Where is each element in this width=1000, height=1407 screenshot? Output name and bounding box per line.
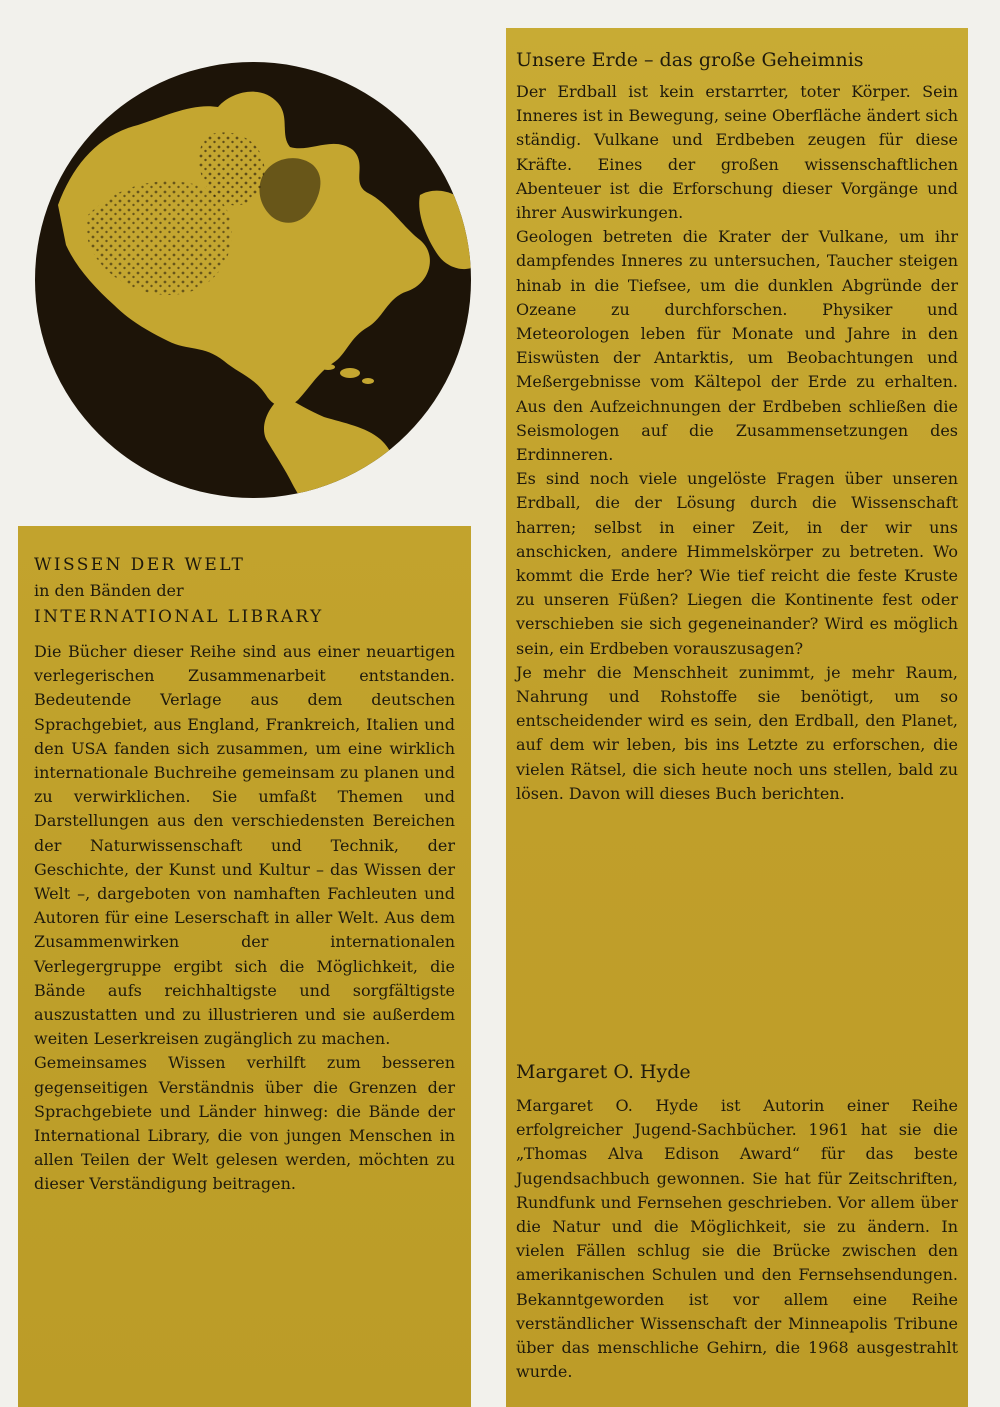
book-paragraph: Es sind noch viele ungelöste Fragen über unseren Erdball, die der Lösung durch die Wissenschaft harren; selbst in einer Zeit, in der wir uns anschicken, andere Himmelskörper zu betreten. Wo kommt die Erde her? Wie tief reicht die feste Kruste zu unseren Füßen? Liegen die Kontinente fest oder verschieben sie sich gegeneinander? Wird es möglich sein, ein Erdbeben vorauszusagen? [516, 469, 958, 658]
series-library-name: INTERNATIONAL LIBRARY [34, 607, 324, 627]
book-title-heading: Unsere Erde – das große Geheimnis [516, 49, 864, 71]
author-bio: Margaret O. Hyde ist Autorin einer Reihe erfolgreicher Jugend-Sachbücher. 1961 hat sie die „Thomas Alva Edison Award“ für das beste Jugendsachbuch gewonnen. Sie hat für Zeitschriften, Rundfunk und Fernsehen geschrieben. Vor allem über die Natur und die Möglichkeit, sie zu ändern. In vielen Fällen schlug sie die Brücke zwischen den amerikanischen Schulen und den Fernsehsendungen. Bekanntgeworden ist vor allem eine Reihe verständlicher Wissenschaft der Minneapolis Tribune über das menschliche Gehirn, die 1968 ausgestrahlt wurde. [516, 1096, 958, 1382]
author-name-heading: Margaret O. Hyde [516, 1061, 691, 1083]
series-description-panel [18, 526, 471, 1407]
book-paragraph: Je mehr die Menschheit zunimmt, je mehr Raum, Nahrung und Rohstoffe sie benötigt, um so entscheidender wird es sein, den Erdball, den Planet, auf dem wir leben, bis ins Letzte zu erforschen, die vielen Rätsel, die sich heute noch uns stellen, bald zu lösen. Davon will dieses Buch berichten. [516, 662, 958, 803]
globe-illustration [28, 55, 478, 505]
book-paragraph: Der Erdball ist kein erstarrter, toter Körper. Sein Inneres ist in Bewegung, seine Oberfläche ändert sich ständig. Vulkane und Erdbeben zeugen für diese Kräfte. Eines der großen wissenschaftlichen Abenteuer ist die Erforschung dieser Vorgänge und ihrer Auswirkungen. [516, 82, 958, 223]
series-paragraph: Gemeinsames Wissen verhilft zum besseren gegenseitigen Verständnis über die Grenzen der Sprachgebiete und Länder hinweg: die Bände der International Library, die von jungen Menschen in allen Teilen der Welt gelesen werden, möchten zu dieser Verständigung beitragen. [34, 1053, 455, 1194]
book-description-panel [506, 28, 968, 1407]
author-section [516, 1060, 958, 1384]
series-description [34, 640, 455, 1197]
series-paragraph: Die Bücher dieser Reihe sind aus einer neuartigen verlegerischen Zusammenarbeit entstanden. Bedeutende Verlage aus dem deutschen Sprachgebiet, aus England, Frankreich, Italien und den USA fanden sich zusammen, um eine wirklich internationale Buchreihe gemeinsam zu planen und zu verwirklichen. Sie umfaßt Themen und Darstellungen aus den verschiedensten Bereichen der Naturwissenschaft und Technik, der Geschichte, der Kunst und Kultur – das Wissen der Welt –, dargeboten von namhaften Fachleuten und Autoren für eine Leserschaft in aller Welt. Aus dem Zusammenwirken der internationalen Verlegergruppe ergibt sich die Möglichkeit, die Bände aufs reichhaltigste und sorgfältigste auszustatten und zu illustrieren und sie außerdem weiten Leserkreisen zugänglich zu machen. [34, 642, 455, 1049]
book-paragraph: Geologen betreten die Krater der Vulkane, um ihr dampfendes Inneres zu untersuchen, Taucher steigen hinab in die Tiefsee, um die dunklen Abgründe der Ozeane zu durchforschen. Physiker und Meteorologen leben für Monate und Jahre in den Eiswüsten der Antarktis, um Beobachtungen und Meßergebnisse vom Kältepol der Erde zu erhalten. Aus den Aufzeichnungen der Erdbeben schließen die Seismologen auf die Zusammensetzungen des Erdinneren. [516, 227, 958, 465]
series-title: WISSEN DER WELT [34, 555, 246, 575]
series-subtitle: in den Bänden der [34, 581, 184, 600]
